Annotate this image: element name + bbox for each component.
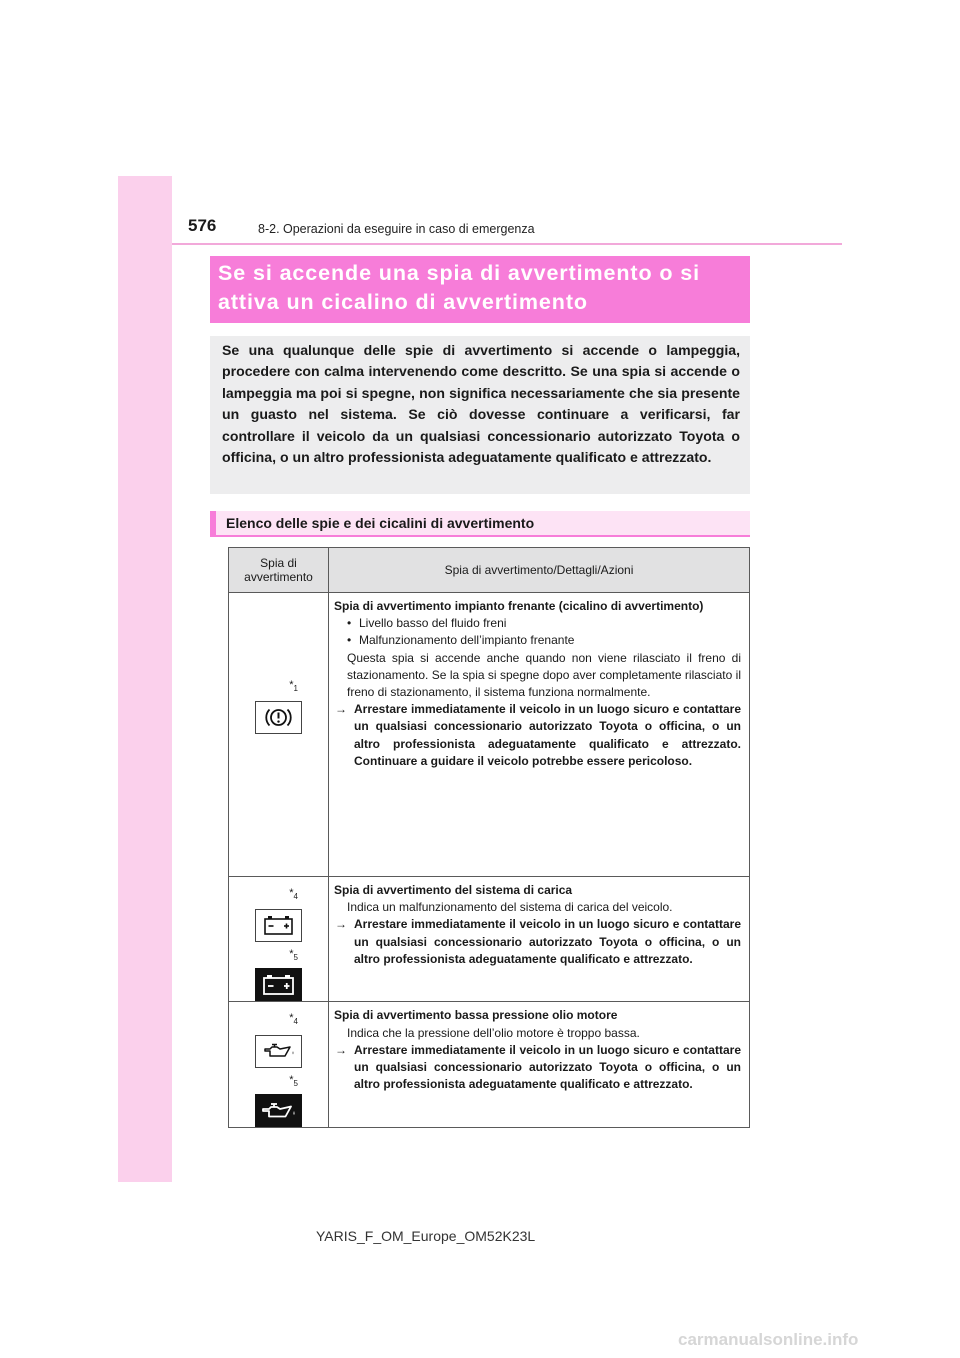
light-detail: Questa spia si accende anche quando non viene rilasciato il freno di stazionamento. Se la spia si spegne dopo aver completamente rilasciato il freno di stazionamento, il sistema funziona normalmente. (347, 650, 741, 700)
icon-cell (229, 877, 329, 1002)
arrow-icon: → (335, 917, 347, 932)
arrow-icon: → (335, 1042, 347, 1057)
icon-cell (229, 593, 329, 877)
page-title-line-2: attiva un cicalino di avvertimento (218, 290, 588, 314)
list-item: • Livello basso del fluido freni (347, 616, 507, 631)
brake-warning-icon (255, 701, 302, 734)
warning-lights-table (228, 547, 750, 1128)
battery-icon (255, 909, 302, 942)
icon-cell (229, 1002, 329, 1127)
page-title-line-1: Se si accende una spia di avvertimento o si (218, 261, 701, 285)
document-code: YARIS_F_OM_Europe_OM52K23L (316, 1228, 536, 1244)
side-color-band (118, 176, 172, 1182)
page-number: 576 (188, 216, 217, 235)
table-header-row (229, 548, 750, 593)
footnote-ref: $*_4$ (289, 1012, 298, 1027)
subheading-box (210, 511, 750, 537)
col-header-light-line-1: Spia di (260, 556, 297, 570)
page-title-box (210, 256, 750, 323)
oil-can-icon-dark (255, 1094, 302, 1127)
section-title: 8-2. Operazioni da eseguire in caso di emergenza (258, 222, 535, 236)
footnote-ref: $*_5$ (289, 1073, 298, 1088)
col-header-light (229, 548, 329, 593)
table-row (229, 593, 750, 877)
light-detail: Indica un malfunzionamento del sistema di carica del veicolo. (347, 900, 673, 915)
table-row (229, 877, 750, 1002)
oil-can-icon (255, 1035, 302, 1068)
description-cell (329, 1002, 750, 1127)
light-detail: Indica che la pressione dell’olio motore è troppo bassa. (347, 1025, 640, 1040)
action-text: → Arrestare immediatamente il veicolo in un luogo sicuro e contattare un qualsiasi concessionario autorizzato Toyota o officina, o un altro professionista adeguatamente qualificato e attrezzato. Continuare a guidare il veicolo potrebbe essere pericoloso. (335, 702, 741, 768)
arrow-icon: → (335, 702, 347, 717)
description-cell (329, 877, 750, 1002)
subheading-text: Elenco delle spie e dei cicalini di avvertimento (226, 515, 535, 531)
light-title: Spia di avvertimento del sistema di carica (334, 883, 573, 897)
watermark: carmanualsonline.info (678, 1330, 859, 1349)
intro-box (210, 336, 750, 494)
battery-icon-dark (255, 968, 302, 1001)
footnote-ref: $*_4$ (289, 887, 298, 902)
intro-text: Se una qualunque delle spie di avvertimento si accende o lampeggia, procedere con calma intervenendo come descritto. Se una spia si accende o lampeggia ma poi si spegne, non significa necessariamente che sia presente un guasto nel sistema. Se ciò dovesse continuare a verificarsi, far controllare il veicolo da un qualsiasi concessionario autorizzato Toyota o officina, o un altro professionista adeguatamente qualificato e attrezzato. (222, 342, 740, 466)
footnote-ref: $*_5$ (289, 948, 298, 963)
light-title: Spia di avvertimento bassa pressione olio motore (334, 1008, 618, 1023)
table-row (229, 1002, 750, 1127)
header-rule (172, 243, 842, 245)
light-title: Spia di avvertimento impianto frenante (cicalino di avvertimento) (334, 599, 704, 613)
footnote-ref: $*_1$ (289, 679, 298, 694)
col-header-light-line-2: avvertimento (244, 570, 313, 584)
action-text: → Arrestare immediatamente il veicolo in un luogo sicuro e contattare un qualsiasi concessionario autorizzato Toyota o officina, o un altro professionista adeguatamente qualificato e attrezzato. (335, 917, 741, 966)
action-text: → Arrestare immediatamente il veicolo in un luogo sicuro e contattare un qualsiasi concessionario autorizzato Toyota o officina, o un altro professionista adeguatamente qualificato e attrezzato. (335, 1042, 741, 1092)
list-item: • Malfunzionamento dell’impianto frenante (347, 633, 575, 648)
col-header-details: Spia di avvertimento/Dettagli/Azioni (329, 548, 750, 593)
description-cell (329, 593, 750, 877)
